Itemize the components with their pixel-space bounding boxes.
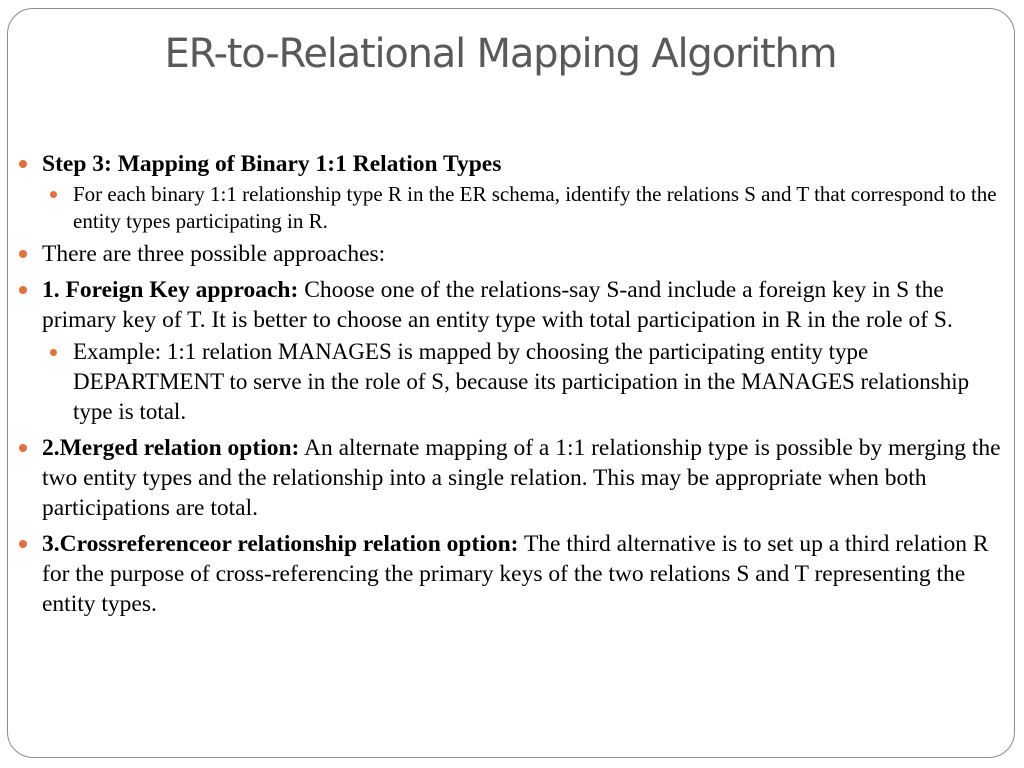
bullet-foreign-key	[16, 275, 1012, 427]
bullet-crossreference-heading: 3.Crossreferenceor relationship relation option:	[42, 531, 519, 557]
bullet-merged-relation-heading: 2.Merged relation option:	[42, 435, 300, 461]
slide-content	[16, 149, 1012, 625]
foreign-key-sub-list	[42, 337, 1012, 427]
step3-sub-list	[42, 181, 1012, 235]
bullet-foreign-key-heading: 1. Foreign Key approach:	[42, 277, 299, 303]
step3-sub-bullet: For each binary 1:1 relationship type R in the ER schema, identify the relations S and T that correspond to the entity types participating in R.	[42, 181, 1012, 235]
bullet-approaches-text: There are three possible approaches:	[42, 241, 386, 267]
bullet-crossreference	[16, 529, 1012, 619]
bullet-crossreference-text: The third alternative is to set up a third relation R for the purpose of cross-referencing the primary keys of the two relations S and T representing the entity types.	[42, 531, 989, 617]
foreign-key-example: Example: 1:1 relation MANAGES is mapped by choosing the participating entity type DEPARTMENT to serve in the role of S, because its participation in the MANAGES relationship type is total.	[42, 337, 1012, 427]
bullet-foreign-key-text: Choose one of the relations-say S-and include a foreign key in S the primary key of T. It is better to choose an entity type with total participation in R in the role of S.	[42, 277, 953, 333]
bullet-step3	[16, 149, 1012, 235]
slide-title: ER-to-Relational Mapping Algorithm	[164, 31, 837, 77]
bullet-merged-relation-text: An alternate mapping of a 1:1 relationship type is possible by merging the two entity types and the relationship into a single relation. This may be appropriate when both participations are total.	[42, 435, 1001, 521]
bullet-merged-relation	[16, 433, 1012, 523]
bullet-approaches	[16, 239, 1012, 269]
bullet-step3-heading: Step 3: Mapping of Binary 1:1 Relation Types	[42, 151, 502, 177]
slide-frame	[7, 8, 1015, 758]
bullet-list	[16, 149, 1012, 619]
